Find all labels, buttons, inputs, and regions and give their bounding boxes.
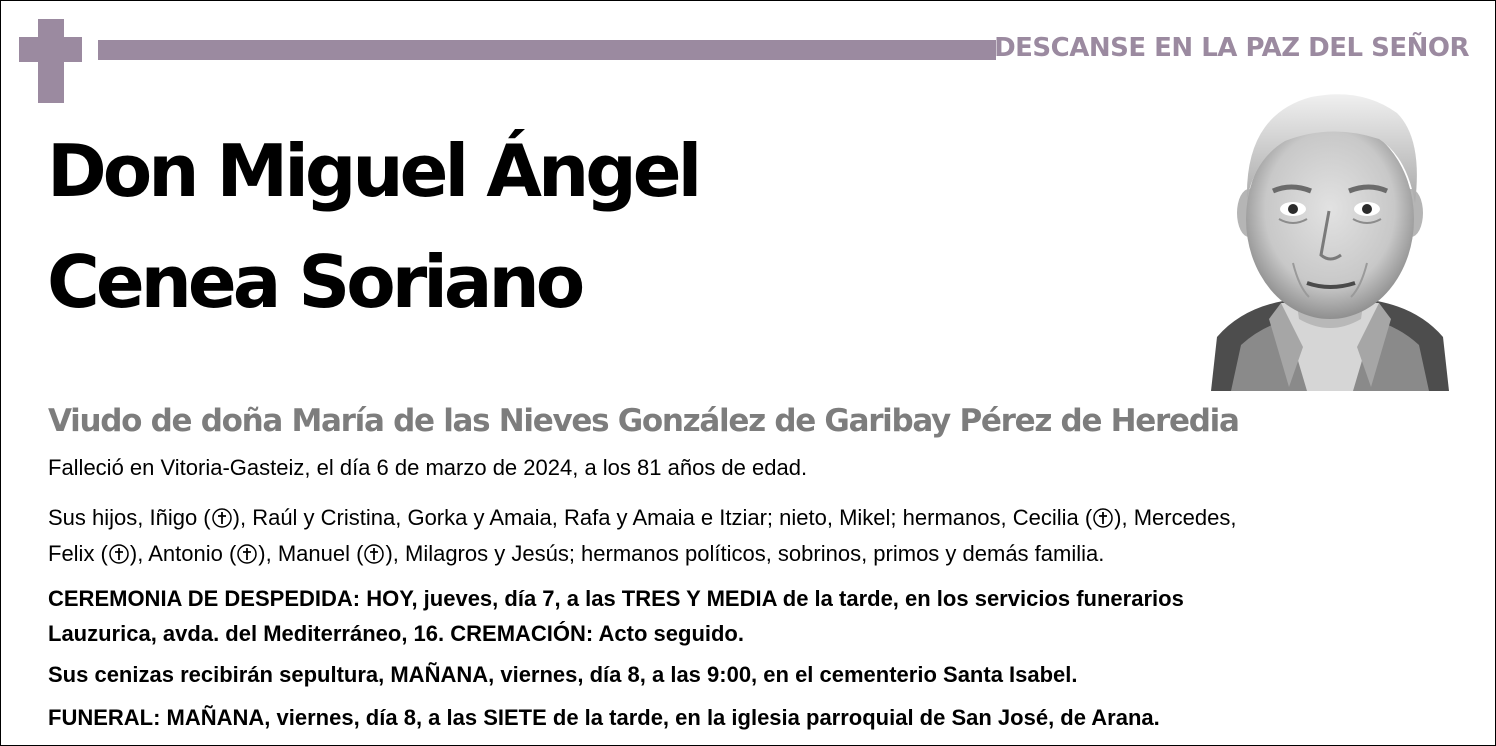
deceased-name-line1: Don Miguel Ángel bbox=[47, 129, 699, 213]
cross-in-circle-icon bbox=[363, 543, 385, 565]
family-line-1: Sus hijos, Iñigo ( ), Raúl y Cristina, Gorka y Amaia, Rafa y Amaia e Itziar; nieto, Mikel; hermanos, Cecilia ( ), Mercedes, bbox=[48, 505, 1237, 530]
ceremony-line-2: Lauzurica, avda. del Mediterráneo, 16. CREMACIÓN: Acto seguido. bbox=[48, 621, 744, 646]
cross-in-circle-icon bbox=[236, 543, 258, 565]
header-tagline: DESCANSE EN LA PAZ DEL SEÑOR bbox=[994, 33, 1469, 63]
portrait-photo bbox=[1211, 87, 1449, 391]
ceremony-line-1: CEREMONIA DE DESPEDIDA: HOY, jueves, día 7, a las TRES Y MEDIA de la tarde, en los servicios funerarios bbox=[48, 586, 1184, 611]
family-line-2: Felix ( ), Antonio ( ), Manuel ( ), Milagros y Jesús; hermanos políticos, sobrinos, primos y demás familia. bbox=[48, 541, 1105, 566]
death-notice: Falleció en Vitoria-Gasteiz, el día 6 de marzo de 2024, a los 81 años de edad. bbox=[48, 455, 808, 480]
cross-in-circle-icon bbox=[108, 543, 130, 565]
cross-in-circle-icon bbox=[1092, 507, 1114, 529]
header-bar bbox=[98, 40, 996, 60]
funeral-line: FUNERAL: MAÑANA, viernes, día 8, a las SIETE de la tarde, en la iglesia parroquial de San José, de Arana. bbox=[48, 705, 1160, 730]
deceased-name-line2: Cenea Soriano bbox=[47, 240, 582, 324]
cross-in-circle-icon bbox=[211, 507, 233, 529]
widow-line: Viudo de doña María de las Nieves González de Garibay Pérez de Heredia bbox=[48, 403, 1239, 439]
burial-line: Sus cenizas recibirán sepultura, MAÑANA, viernes, día 8, a las 9:00, en el cementerio Santa Isabel. bbox=[48, 662, 1078, 687]
